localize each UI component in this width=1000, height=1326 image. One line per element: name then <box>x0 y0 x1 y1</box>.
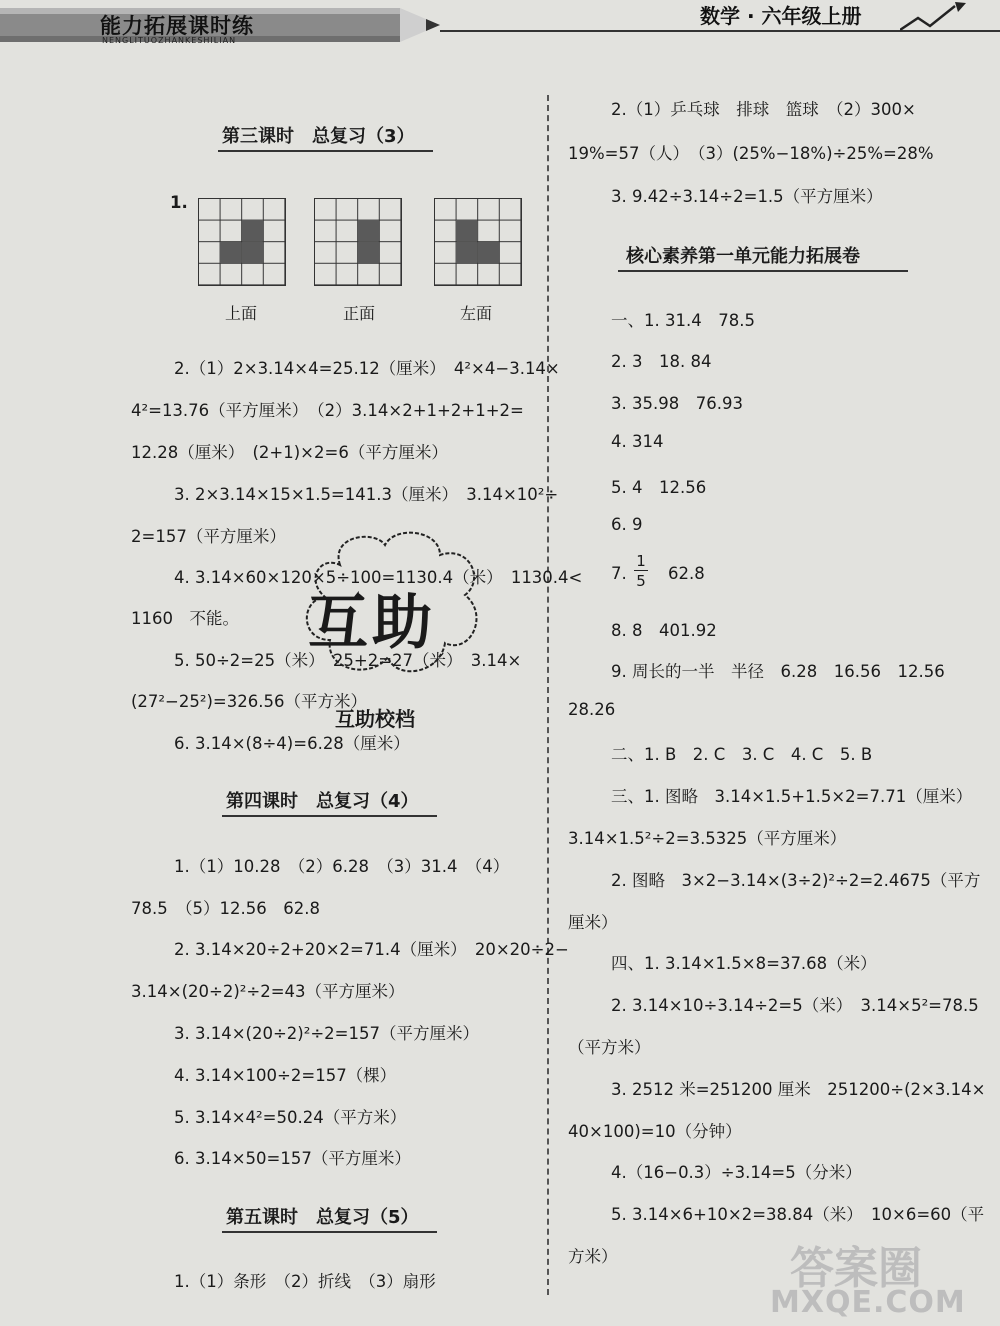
grid-label-front: 正面 <box>343 304 376 323</box>
answer-line: 5. 3.14×6+10×2=38.84（米） 10×6=60（平 <box>611 1205 985 1224</box>
grid-cell <box>456 242 477 263</box>
grid-cell <box>456 220 477 241</box>
answer-line: 8. 8 401.92 <box>611 621 717 640</box>
answer-line: 3. 3.14×(20÷2)²÷2=157（平方厘米） <box>174 1024 480 1043</box>
answer-line: 40×100)=10（分钟） <box>568 1122 742 1141</box>
answer-line: 1.（1）10.28 （2）6.28 （3）31.4 （4） <box>174 857 510 876</box>
grid-cell <box>358 242 379 263</box>
header-subject: 数学 · 六年级上册 <box>700 4 862 28</box>
header-pinyin: NENGLITUOZHANKESHILIAN <box>102 36 237 45</box>
stamp-text: 互助 <box>308 588 436 658</box>
column-divider <box>547 95 549 1295</box>
page-header <box>0 0 1000 48</box>
answer-line: 1160 不能。 <box>131 609 239 628</box>
answer-line: 6. 3.14×(8÷4)=6.28（厘米） <box>174 734 410 753</box>
answer-line: 1.（1）条形 （2）折线 （3）扇形 <box>174 1272 436 1291</box>
grid-top-view <box>198 198 286 286</box>
stamp-watermark <box>300 525 490 731</box>
footer-watermark: 答案圈 <box>790 1243 922 1294</box>
section-underline <box>218 150 433 152</box>
grid-cell <box>242 242 263 263</box>
answer-line: 9. 周长的一半 半径 6.28 16.56 12.56 <box>611 662 945 681</box>
answer-line: 4. 3.14×60×120×5÷100=1130.4（米） 1130.4< <box>174 568 583 587</box>
answer-line: 4. 314 <box>611 432 664 451</box>
answer-line: 4²=13.76（平方厘米） （2）3.14×2+1+2+1+2= <box>131 401 524 420</box>
grid-cell <box>478 242 499 263</box>
answer-line: (27²−25²)=326.56（平方米） <box>131 692 367 711</box>
question-number: 7. <box>611 564 627 583</box>
answer-line: 方米） <box>568 1247 618 1266</box>
footer-watermark-url: MXQE.COM <box>770 1285 966 1320</box>
zigzag-arrow-icon <box>900 0 970 34</box>
section-title-lesson-5: 第五课时 总复习（5） <box>226 1207 419 1228</box>
answer-line: 3.14×(20÷2)²÷2=43（平方厘米） <box>131 982 405 1001</box>
question-number: 1. <box>170 193 188 212</box>
answer-line: 厘米） <box>568 913 618 932</box>
answer-line: 二、1. B 2. C 3. C 4. C 5. B <box>611 745 873 764</box>
section-title-lesson-4: 第四课时 总复习（4） <box>226 791 419 812</box>
grid-label-left: 左面 <box>460 304 493 323</box>
fraction-denominator: 5 <box>636 572 646 590</box>
answer-line: 2. 3 18. 84 <box>611 352 712 371</box>
answer-line: 3. 35.98 76.93 <box>611 394 743 413</box>
grid-front-view <box>314 198 402 286</box>
answer-line: 2=157（平方厘米） <box>131 527 286 546</box>
answer-line: 5. 4 12.56 <box>611 478 707 497</box>
grid-cell <box>220 242 241 263</box>
answer-line: 5. 3.14×4²=50.24（平方米） <box>174 1108 407 1127</box>
answer-line: 4.（16−0.3）÷3.14=5（分米） <box>611 1163 862 1182</box>
answer-line: 三、1. 图略 3.14×1.5+1.5×2=7.71（厘米） <box>611 787 973 806</box>
unit-test-title: 核心素养第一单元能力拓展卷 <box>626 246 860 267</box>
answer-line: 2. 3.14×10÷3.14÷2=5（米） 3.14×5²=78.5 <box>611 996 979 1015</box>
answer-line: 4. 3.14×100÷2=157（棵） <box>174 1066 397 1085</box>
answer-line: 3.14×1.5²÷2=3.5325（平方厘米） <box>568 829 847 848</box>
answer-line: 19%=57（人） （3）(25%−18%)÷25%=28% <box>568 144 934 163</box>
answer-line: 2.（1）乒乓球 排球 篮球 （2）300× <box>611 100 916 119</box>
section-underline <box>618 270 908 272</box>
answer-line: 3. 9.42÷3.14÷2=1.5（平方厘米） <box>611 187 883 206</box>
section-underline <box>222 815 437 817</box>
answer-line: 5. 50÷2=25（米） 25+2=27（米） 3.14× <box>174 651 522 670</box>
fraction-bar <box>634 570 648 571</box>
answer-line: 2.（1）2×3.14×4=25.12（厘米） 4²×4−3.14× <box>174 359 560 378</box>
answer-line: 一、1. 31.4 78.5 <box>611 311 755 330</box>
stamp-subtext: 互助校档 <box>335 707 415 731</box>
answer-line: 2. 图略 3×2−3.14×(3÷2)²÷2=2.4675（平方 <box>611 871 981 890</box>
grid-cell <box>242 220 263 241</box>
answer-line: 2. 3.14×20÷2+20×2=71.4（厘米） 20×20÷2− <box>174 940 569 959</box>
section-title-lesson-3: 第三课时 总复习（3） <box>222 126 415 147</box>
answer-line: 78.5 （5）12.56 62.8 <box>131 899 320 918</box>
answer-line: （平方米） <box>568 1038 651 1057</box>
answer-line: 6. 9 <box>611 515 643 534</box>
answer-line: 62.8 <box>668 564 705 583</box>
answer-line: 四、1. 3.14×1.5×8=37.68（米） <box>611 954 877 973</box>
answer-line: 3. 2512 米=251200 厘米 251200÷(2×3.14× <box>611 1080 986 1099</box>
fraction-numerator: 1 <box>636 552 646 570</box>
grid-left-view <box>434 198 522 286</box>
answer-line: 12.28（厘米） (2+1)×2=6（平方厘米） <box>131 443 448 462</box>
answer-line: 3. 2×3.14×15×1.5=141.3（厘米） 3.14×10²÷ <box>174 485 559 504</box>
grid-label-top: 上面 <box>225 304 258 323</box>
answer-line: 6. 3.14×50=157（平方厘米） <box>174 1149 411 1168</box>
header-title: 能力拓展课时练 <box>100 14 254 38</box>
answer-line: 28.26 <box>568 700 616 719</box>
grid-cell <box>358 220 379 241</box>
section-underline <box>222 1231 437 1233</box>
